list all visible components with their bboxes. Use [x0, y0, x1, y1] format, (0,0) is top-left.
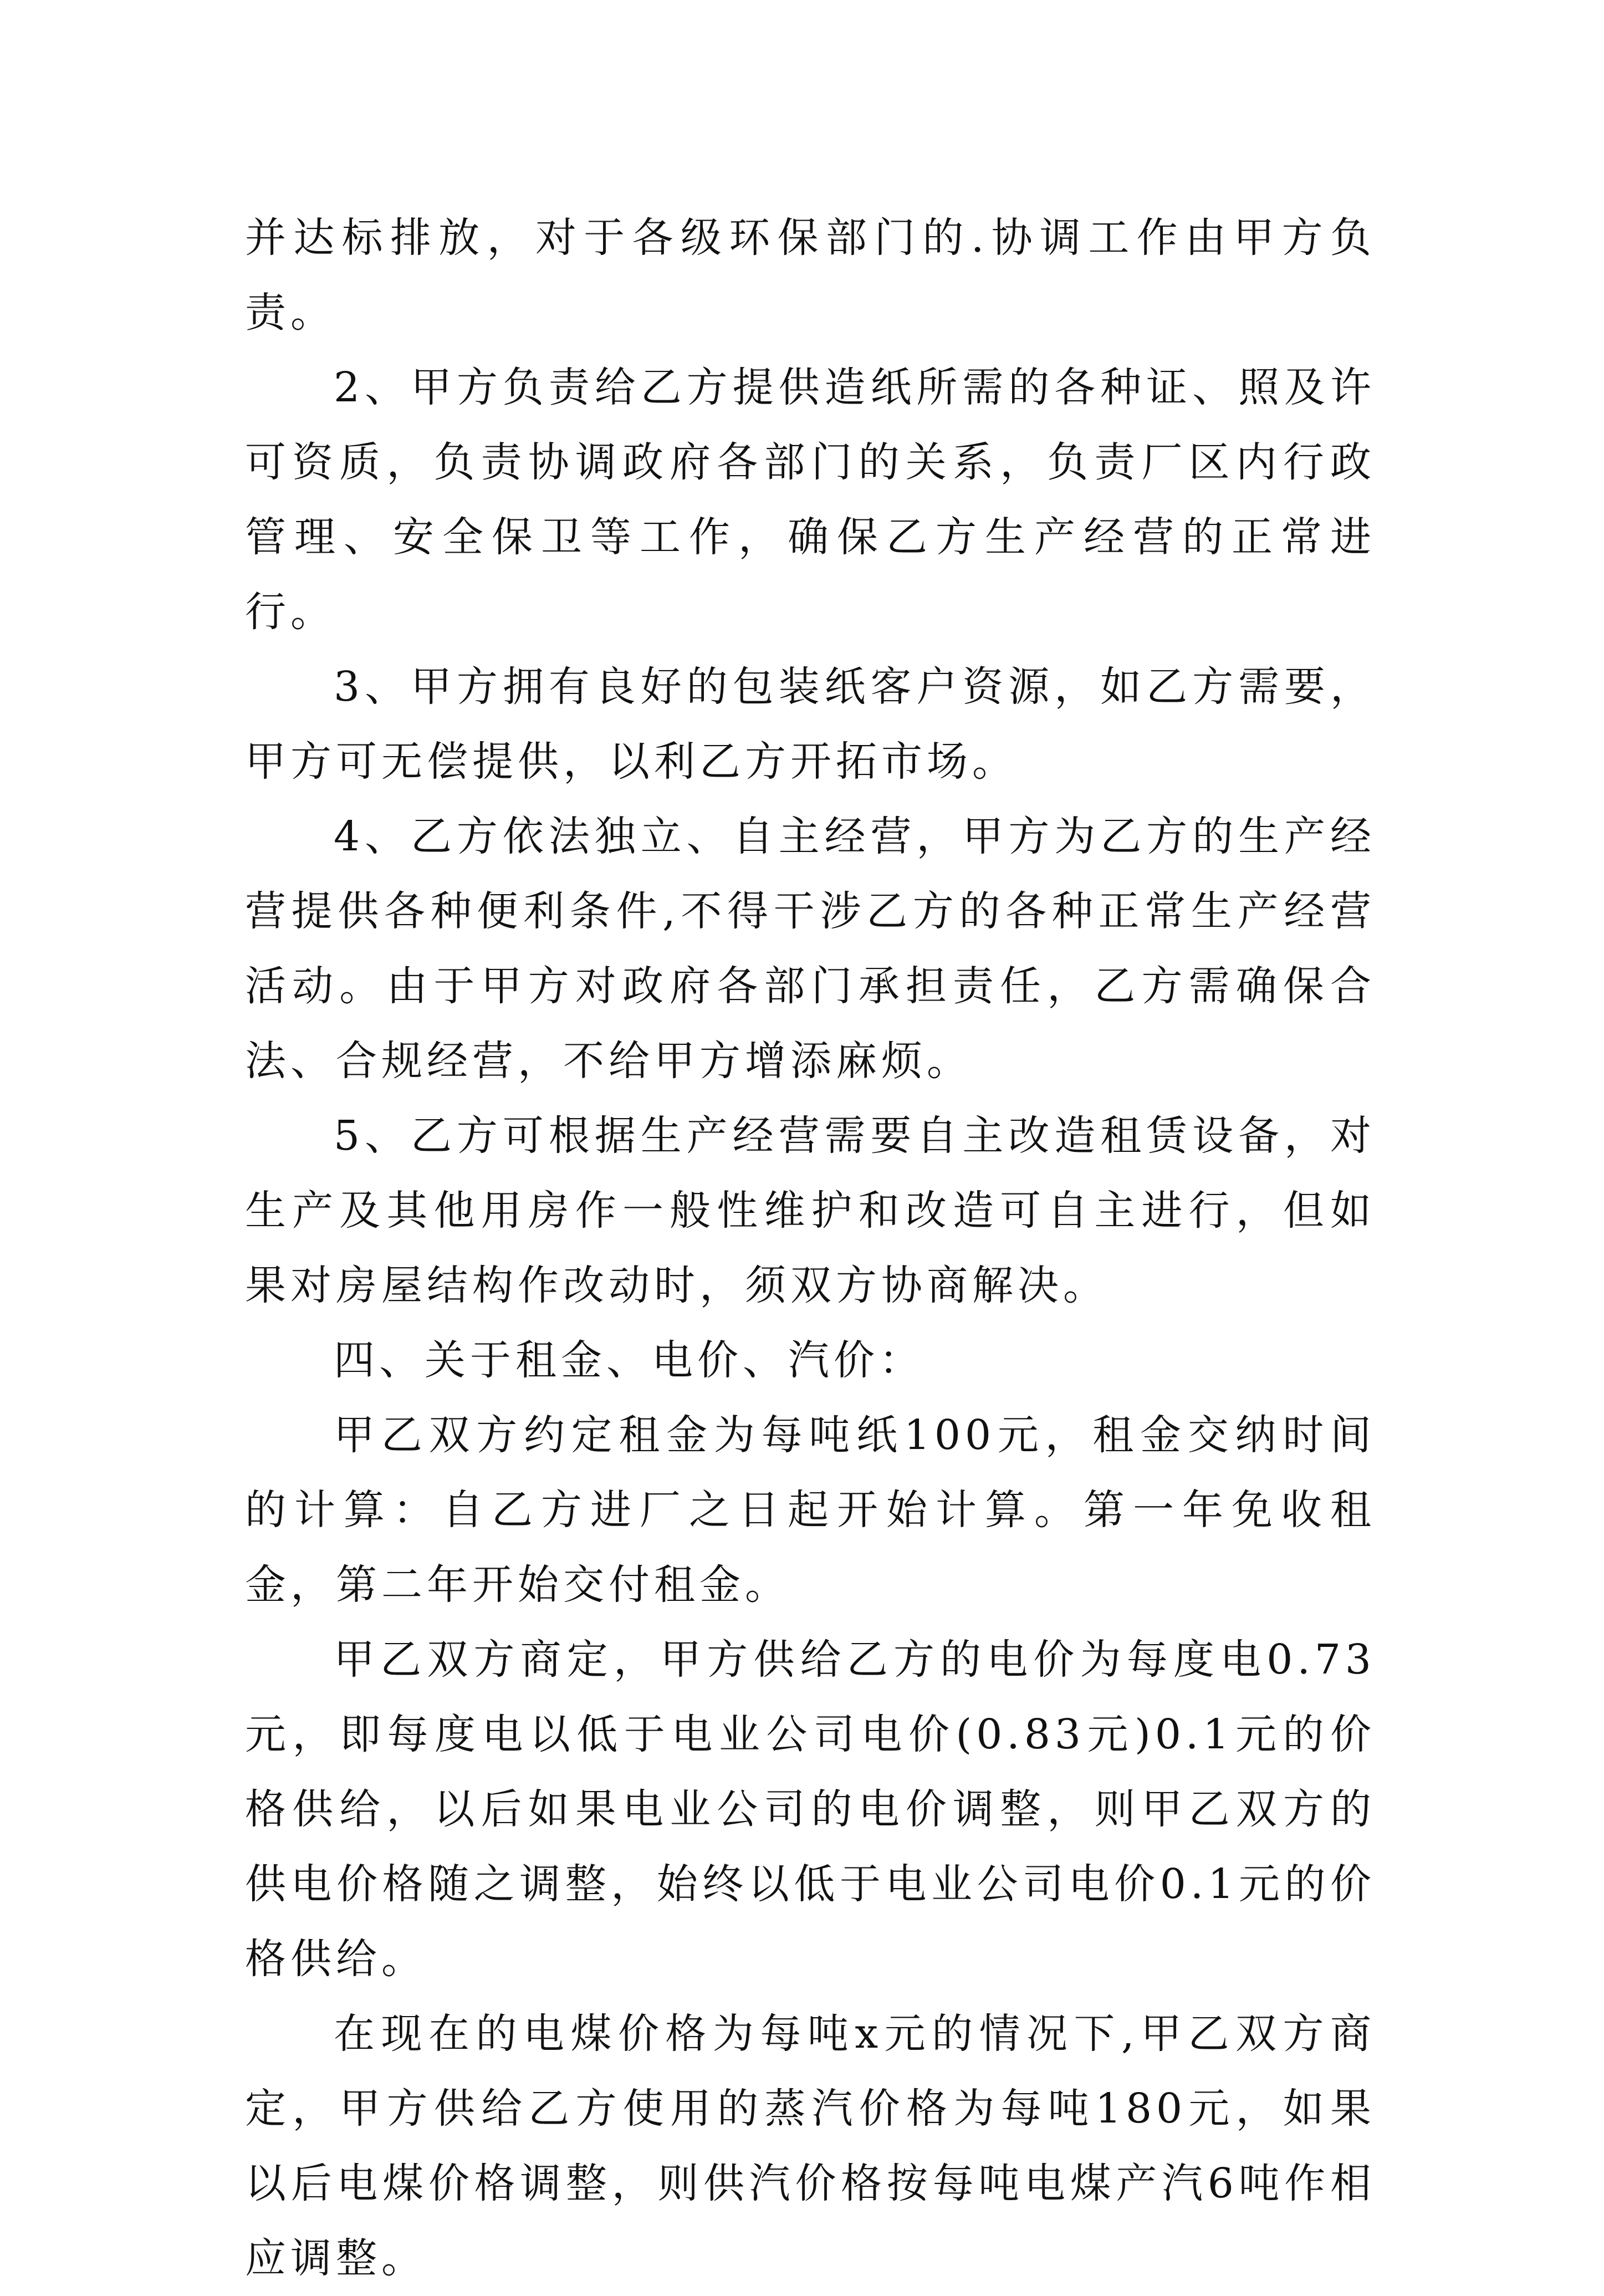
paragraph-4: 4、乙方依法独立、自主经营，甲方为乙方的生产经营提供各种便利条件,不得干涉乙方的各种正常生产经营活动。由于甲方对政府各部门承担责任，乙方需确保合法、合规经营，不给甲方增添麻烦。: [245, 813, 1376, 1085]
paragraph-1: 并达标排放，对于各级环保部门的.协调工作由甲方负责。: [245, 214, 1376, 336]
document-body: [245, 201, 1376, 2296]
paragraph-electricity-price: 甲乙双方商定，甲方供给乙方的电价为每度电0.73元，即每度电以低于电业公司电价(0.83元)0.1元的价格供给，以后如果电业公司的电价调整，则甲乙双方的供电价格随之调整，始终以低于电业公司电价0.1元的价格供给。: [245, 1636, 1376, 1983]
paragraph-steam-price: 在现在的电煤价格为每吨x元的情况下,甲乙双方商定，甲方供给乙方使用的蒸汽价格为每吨180元，如果以后电煤价格调整，则供汽价格按每吨电煤产汽6吨作相应调整。: [245, 2010, 1376, 2282]
paragraph-3: 3、甲方拥有良好的包装纸客户资源，如乙方需要，甲方可无偿提供，以利乙方开拓市场。: [245, 663, 1376, 785]
paragraph-2: 2、甲方负责给乙方提供造纸所需的各种证、照及许可资质，负责协调政府各部门的关系，负责厂区内行政管理、安全保卫等工作，确保乙方生产经营的正常进行。: [245, 364, 1376, 636]
paragraph-5: 5、乙方可根据生产经营需要自主改造租赁设备，对生产及其他用房作一般性维护和改造可自主进行，但如果对房屋结构作改动时，须双方协商解决。: [245, 1112, 1376, 1309]
section-heading-rent-electricity-steam: 四、关于租金、电价、汽价：: [334, 1336, 924, 1384]
paragraph-rent: 甲乙双方约定租金为每吨纸100元，租金交纳时间的计算：自乙方进厂之日起开始计算。第一年免收租金，第二年开始交付租金。: [245, 1411, 1376, 1609]
